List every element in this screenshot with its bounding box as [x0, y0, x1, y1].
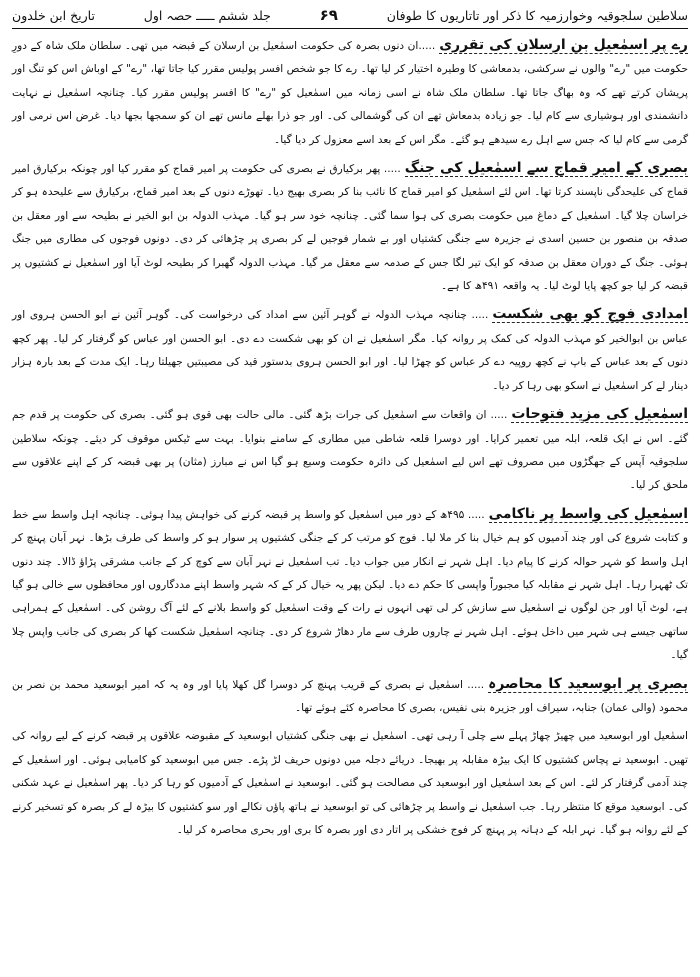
page-number: ۶۹ — [319, 6, 338, 24]
paragraph — [12, 403, 688, 498]
paragraph-text: ..... چنانچہ مہذب الدولہ نے گوہر آئین سے امداد کی درخواست کی۔ گوہر آئین نے ابو الحسن ہروی اور عباس بن ابوالخیر کو مہذب الدولہ کی کمک پر روانہ کیا۔ مگر اسمٰعیل نے ان کو بھی شکست دے دی۔ ابو الحسن اور عباس کو گرفتار کر لیا۔ پھر کچھ دنوں کے بعد عباس کے باپ نے کچھ روپیہ دے کر عباس کو چھڑا لیا۔ اور ابو الحسن ہروی بدستور قید کی مصیبتیں جھیلتا رہا۔ ایک مدت کے بعد بارہ ہزار دینار لے کر اسمٰعیل نے اسکو بھی رہا کر دیا۔ — [12, 309, 688, 392]
section-heading: اسمٰعیل کی مزید فتوحات — [511, 406, 688, 423]
page-body — [12, 34, 688, 842]
section-war-with-qumaj — [12, 157, 688, 298]
paragraph — [12, 303, 688, 398]
section-final-paragraph — [12, 725, 688, 842]
paragraph-text: .....ان دنوں بصرہ کی حکومت اسمٰعیل بن ارسلان کے قبضہ میں تھی۔ سلطان ملک شاہ کے دورِ حکومت میں "رے" والوں نے سرکشی، بدمعاشی کا وطیرہ اختیار کر لیا تھا۔ رے کا جو شخص افسر پولیس مقرر کیا جاتا تھا، "رے" کے اوباش اس کو تنگ اور پریشان کرتے تھے کہ وہ بھاگ جاتا تھا۔ سلطان ملک شاہ نے اسی زمانہ میں اسمٰعیل کو "رے" کا افسر پولیس مقرر کیا۔ چنانچہ اسمٰعیل نے نہایت دانشمندی اور ہوشیاری سے کام لیا۔ جو زیادہ بدمعاش تھے ان کی گوشمالی کی۔ اور جو ذرا بھلے مانس تھے ان کو سمجھا بجھا دیا۔ غرض اس نرمی اور گرمی سے کام لیا کہ جس سے اہل رے سیدھے ہو گئے۔ مگر اس کے بعد اسے معزول کر دیا گیا۔ — [12, 40, 688, 146]
chapter-title: سلاطین سلجوقیہ وخوارزمیہ کا ذکر اور تاتاریوں کا طوفان — [386, 8, 688, 23]
paragraph-text: ..... اسمٰعیل نے بصری کے قریب پہنچ کر دوسرا گل کھلا پایا اور وہ یہ کہ امیر ابوسعید محمد بن نصر بن محمود (والی عمان) جنابہ، سیراف اور جزیرہ بنی نفیس، بصری کا محاصرہ کئے ہوئے تھا۔ — [12, 678, 688, 714]
paragraph-text: ..... ۴۹۵ھ کے دور میں اسمٰعیل کو واسط پر قبضہ کرنے کی خواہش پیدا ہوئی۔ چنانچہ اہل واسط سے خط و کتابت شروع کی اور چند آدمیوں کو ہم خیال بنا کر ملا لیا۔ فوج کو مرتب کر کے جنگی کشتیوں پر سوار ہو کر واسط کی طرف بڑھا۔ نہر آبان پہنچ کر اہل واسط کو شہر حوالہ کرنے کا پیام دیا۔ اہل شہر نے انکار میں جواب دیا۔ تب اسمٰعیل نے نہر آبان سے کوچ کر کے جانب مشرقی پڑاؤ ڈالا۔ چند دنوں تک ٹھہرا رہا۔ اہل شہر نے مقابلہ کیا مجبوراً واپسی کا حکم دے دیا۔ لیکن پھر یہ خیال کر کے کہ شہر واسط اپنے مددگاروں اور محافظوں سے خالی ہو گیا ہے، لوٹ آیا اور جن لوگوں نے اسمٰعیل سے سازش کر لی تھی انہوں نے رات کے وقت اسمٰعیل کو واسط بلانے کے لئے آگ روشن کی۔ اسمٰعیل کے ہمراہی ساتھی جیسے ہی شہر میں داخل ہوئے۔ اہل شہر نے چاروں طرف سے مار دھاڑ شروع کر دی۔ چنانچہ اسمٰعیل شکست کھا کر بصری کی جانب واپس چلا گیا۔ — [12, 508, 688, 662]
page-header — [12, 6, 688, 29]
section-heading: بصری کے امیر قماج سے اسمٰعیل کی جنگ — [404, 160, 689, 177]
paragraph — [12, 34, 688, 152]
volume-part: جلد ششم ـــــ حصہ اول — [143, 8, 271, 23]
book-title: تاریخ ابن خلدون — [12, 8, 95, 23]
section-relief-army-defeat — [12, 303, 688, 398]
section-further-conquests — [12, 403, 688, 498]
section-heading: اسمٰعیل کی واسط پر ناکامی — [488, 505, 688, 522]
paragraph — [12, 503, 688, 668]
section-heading: امدادی فوج کو بھی شکست — [492, 306, 688, 323]
paragraph-text: اسمٰعیل اور ابوسعید میں چھیڑ چھاڑ پہلے سے چلی آ رہی تھی۔ اسمٰعیل نے بھی جنگی کشتیاں ابوسعید کے مقبوضہ علاقوں پر قبضہ کرنے کے لیے روانہ کی تھیں۔ ابوسعید نے پچاس کشتیوں کا ایک بیڑہ مقابلہ پر بھیجا۔ دریائے دجلہ میں دونوں حریف لڑ پڑے۔ جس میں ابوسعید کو کامیابی ہوئی۔ اور اسمٰعیل کے چند آدمی گرفتار کر لئے۔ اس کے بعد اسمٰعیل اور ابوسعید کی مصالحت ہو گئی۔ ابوسعید نے اسمٰعیل کے آدمیوں کو رہا کر دیا۔ پھر اسمٰعیل نے عہد شکنی کی۔ ابوسعید موقع کا منتظر رہا۔ جب اسمٰعیل نے واسط پر چڑھائی کی تو ابوسعید نے ہاتھ پاؤں نکالے اور سو کشتیوں کا بیڑہ لے کر بصرہ کو تسخیر کرنے کے لئے روانہ ہو گیا۔ نہر ابلہ کے دہانہ پر پہنچ کر فوج خشکی پر اتار دی اور بصرہ کا بری اور بحری محاصرہ کر لیا۔ — [12, 730, 688, 836]
section-heading: بصری پر ابوسعید کا محاصرہ — [488, 675, 688, 692]
section-basra-siege — [12, 673, 688, 721]
paragraph-text: ..... پھر برکیارق نے بصری کی حکومت پر امیر قماج کو مقرر کیا اور چونکہ برکیارق امیر قماج کی علیحدگی ناپسند کرتا تھا۔ اس لئے اسمٰعیل کو امیر قماج کا نائب بنا کر بصری بھیج دیا۔ تھوڑے دنوں کے بعد امیر قماج، برکیارق سے علیحدہ ہو کر خراسان چلا گیا۔ اسمٰعیل کے دماغ میں حکومت بصری کی ہوا سما گئی۔ چنانچہ خود سر ہو گیا۔ مہذب الدولہ بن ابو الخیر نے بطیحہ سے اور معقل بن صدقہ بن منصور بن حسین اسدی نے جزیرہ سے جنگی کشتیاں اور بے شمار فوجیں لے کر بصری پر چڑھائی کر دی۔ دونوں فوجوں کی مطاری میں جنگ ہوئی۔ جنگ کے دوران معقل بن صدقہ کو ایک تیر لگا جس کے صدمہ سے معقل مر گیا۔ مہذب الدولہ گھبرا کر بطیحہ لوٹ آیا اور اسمٰعیل نے کشتیوں پر قبضہ کر لیا جو کچھ پایا لوٹ لیا۔ یہ واقعہ ۴۹۱ھ کا ہے۔ — [12, 163, 688, 293]
section-wasit-failure — [12, 503, 688, 668]
paragraph-text: ..... ان واقعات سے اسمٰعیل کی جرات بڑھ گئی۔ مالی حالت بھی قوی ہو گئی۔ بصری کی حکومت پر قدم جم گئے۔ اس نے ایک قلعہ، ابلہ میں تعمیر کرایا۔ اور دوسرا قلعہ شاطی میں مطاری کے سامنے بنوایا۔ بہت سے ٹیکس موقوف کر دیئے۔ چونکہ سلاطین سلجوقیہ آپس کے جھگڑوں میں مصروف تھے اس لیے اسمٰعیل کی دائرہ حکومت وسیع ہو گیا اس نے مبارز (مثان) پر بھی قبضہ کر کے اپنے علاقوں سے ملحق کر لیا۔ — [12, 409, 688, 492]
paragraph — [12, 157, 688, 298]
paragraph — [12, 673, 688, 721]
paragraph — [12, 725, 688, 842]
section-heading: رے پر اسمٰعیل بن ارسلان کی تقرری — [439, 37, 688, 53]
section-ismail-appointment — [12, 34, 688, 152]
